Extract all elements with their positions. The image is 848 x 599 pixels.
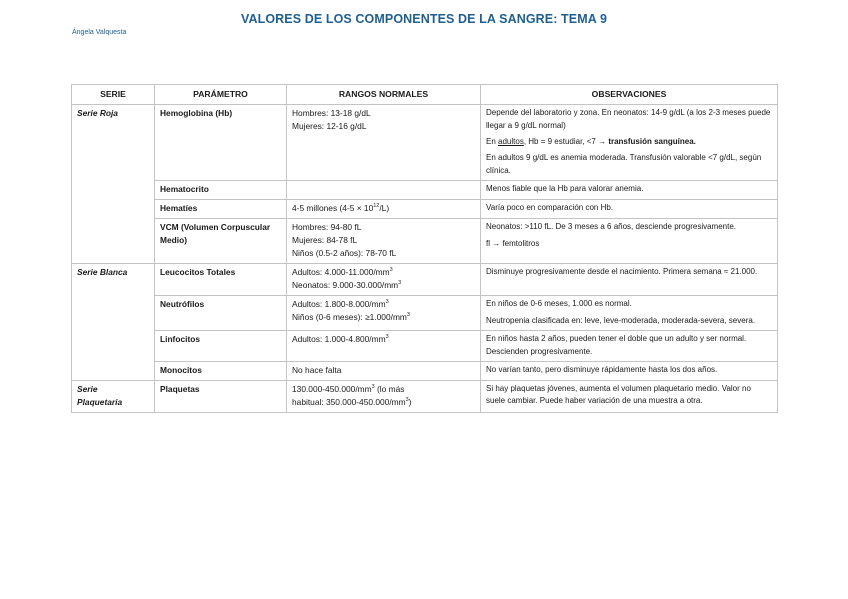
serie-blanca-label: Serie Blanca (72, 264, 155, 296)
obs-plaquetas: Si hay plaquetas jóvenes, aumenta el volumen plaquetario medio. Valor no suele cambiar. Puede haber variación de una muestra a otra. (481, 380, 778, 412)
range-hematocrito (287, 181, 481, 200)
header-parametro: PARÁMETRO (155, 85, 287, 105)
document-title: VALORES DE LOS COMPONENTES DE LA SANGRE: TEMA 9 (240, 12, 608, 26)
header-observaciones: OBSERVACIONES (481, 85, 778, 105)
serie-plaquetaria-label: Serie Plaquetaria (72, 380, 155, 412)
param-neutrofilos: Neutrófilos (155, 296, 287, 331)
range-vcm: Hombres: 94-80 fL Mujeres: 84-78 fL Niños (0.5-2 años): 78-70 fL (287, 219, 481, 264)
param-hemoglobina: Hemoglobina (Hb) (155, 105, 287, 181)
param-hematocrito: Hematocrito (155, 181, 287, 200)
table-row (72, 361, 778, 380)
table-header-row (72, 85, 778, 105)
param-monocitos: Monocitos (155, 361, 287, 380)
table-row (72, 219, 778, 264)
table-row (72, 296, 778, 331)
table-row (72, 380, 778, 412)
table-row (72, 264, 778, 296)
serie-roja-label: Serie Roja (72, 105, 155, 181)
param-leucocitos: Leucocitos Totales (155, 264, 287, 296)
param-hematies: Hematíes (155, 200, 287, 219)
range-hematies: 4-5 millones $(4-5 \times 10^{12}/L)$ (287, 200, 481, 219)
obs-vcm: Neonatos: >110 fL. De 3 meses a 6 años, desciende progresivamente. fl → femtolitros (481, 219, 778, 264)
obs-monocitos: No varían tanto, pero disminuye rápidamente hasta los dos años. (481, 361, 778, 380)
obs-hematies: Varía poco en comparación con Hb. (481, 200, 778, 219)
obs-hematocrito: Menos fiable que la Hb para valorar anemia. (481, 181, 778, 200)
range-neutrofilos: Adultos: $1.800-8.000/mm^3$ Niños (0-6 meses): $\ge 1.000/mm^3$ (287, 296, 481, 331)
param-plaquetas: Plaquetas (155, 380, 287, 412)
document-author: Ángela Valquesta (72, 29, 127, 36)
table-row (72, 181, 778, 200)
obs-leucocitos: Disminuye progresivamente desde el nacimiento. Primera semana ≈ 21.000. (481, 264, 778, 296)
range-linfocitos: Adultos: $1.000-4.800/mm^3$ (287, 331, 481, 362)
table-row (72, 105, 778, 181)
obs-neutrofilos: En niños de 0-6 meses, 1.000 es normal. Neutropenia clasificada en: leve, leve-moderada, moderada-severa, severa. (481, 296, 778, 331)
param-linfocitos: Linfocitos (155, 331, 287, 362)
param-vcm: VCM (Volumen Corpuscular Medio) (155, 219, 287, 264)
range-monocitos: No hace falta (287, 361, 481, 380)
header-serie: SERIE (72, 85, 155, 105)
range-plaquetas: $130.000-450.000/mm^3$ (lo más habitual: $350.000-450.000/mm^3$) (287, 380, 481, 412)
range-leucocitos: Adultos: $4.000-11.000/mm^3$ Neonatos: $9.000-30.000/mm^3$ (287, 264, 481, 296)
range-hemoglobina: Hombres: 13-18 g/dL Mujeres: 12-16 g/dL (287, 105, 481, 181)
header-rangos: RANGOS NORMALES (287, 85, 481, 105)
obs-linfocitos: En niños hasta 2 años, pueden tener el doble que un adulto y ser normal. Descienden progresivamente. (481, 331, 778, 362)
blood-values-table (71, 84, 778, 413)
table-row (72, 331, 778, 362)
table-row (72, 200, 778, 219)
obs-hemoglobina: Depende del laboratorio y zona. En neonatos: 14-9 g/dL (a los 2-3 meses puede llegar a 9 g/dL normal) En adultos, Hb = 9 estudiar, <7 → transfusión sanguínea. En adultos 9 g/dL es anemia moderada. Transfusión valorable <7 g/dL, según clínica. (481, 105, 778, 181)
